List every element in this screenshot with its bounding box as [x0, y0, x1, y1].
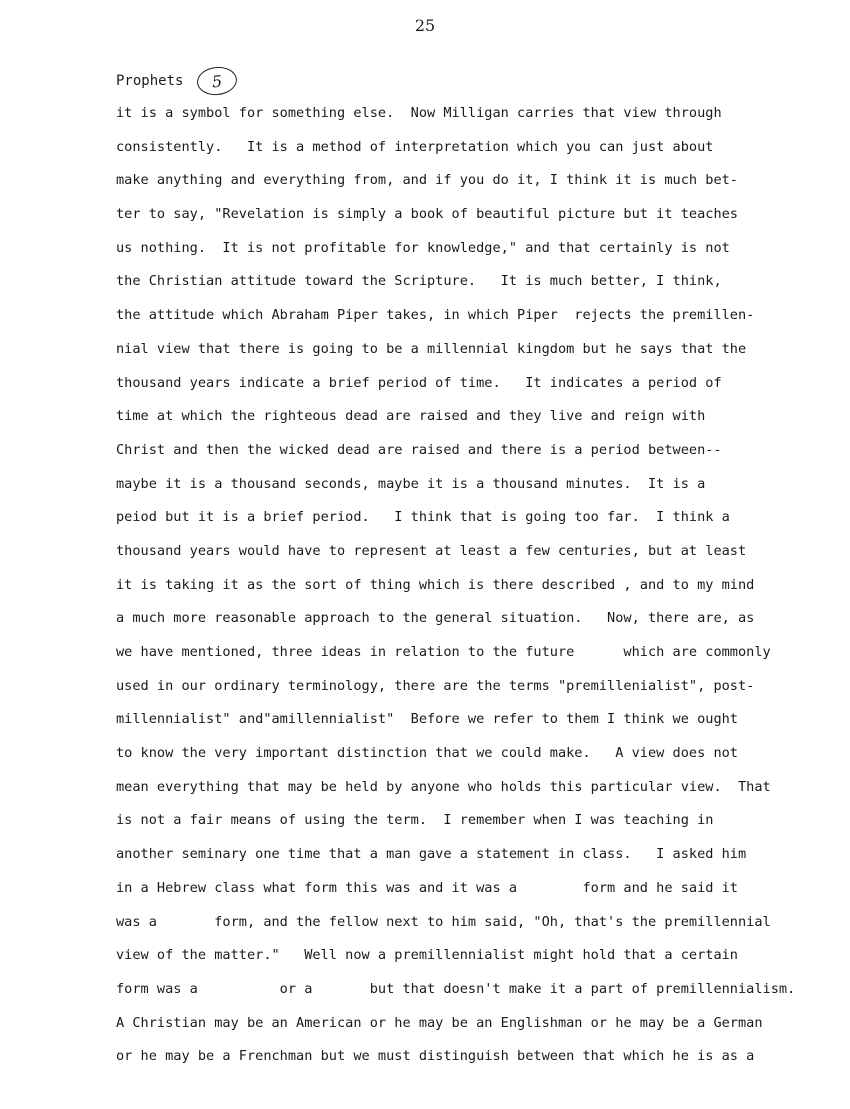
text-line: view of the matter." Well now a premillennialist might hold that a certain — [116, 947, 738, 964]
text-line: used in our ordinary terminology, there are the terms "premillenialist", post- — [116, 677, 755, 694]
text-line: a much more reasonable approach to the general situation. Now, there are, as — [116, 610, 755, 627]
text-line: we have mentioned, three ideas in relation to the future which are commonly — [116, 644, 771, 660]
text-line: was a form, and the fellow next to him said, "Oh, that's the premillennial — [116, 913, 771, 930]
text-line: the Christian attitude toward the Scripture. It is much better, I think, — [116, 273, 722, 290]
text-line: ter to say, "Revelation is simply a book of beautiful picture but it teaches — [116, 206, 738, 223]
text-line: in a Hebrew class what form this was and it was a form and he said it — [116, 879, 738, 896]
circled-section-number: 5 — [196, 65, 239, 97]
text-line: the attitude which Abraham Piper takes, in which Piper rejects the premillen- — [116, 307, 755, 324]
text-line: it is taking it as the sort of thing which is there described , and to my mind — [116, 576, 755, 593]
text-line: form was a or a but that doesn't make it a part of premillennialism. — [116, 980, 796, 997]
text-line: time at which the righteous dead are raised and they live and reign with — [116, 408, 706, 425]
body-text — [116, 101, 816, 1078]
page-number: 25 — [414, 16, 436, 35]
text-line: millennialist" and"amillennialist" Before we refer to them I think we ought — [116, 711, 738, 728]
text-line: maybe it is a thousand seconds, maybe it is a thousand minutes. It is a — [116, 475, 706, 492]
text-line: A Christian may be an American or he may be an Englishman or he may be a German — [116, 1014, 763, 1031]
text-line: make anything and everything from, and if you do it, I think it is much bet- — [116, 172, 738, 189]
text-line: to know the very important distinction that we could make. A view does not — [116, 745, 738, 762]
text-line: Christ and then the wicked dead are raised and there is a period between-- — [116, 441, 722, 458]
text-line: mean everything that may be held by anyone who holds this particular view. That — [116, 778, 771, 795]
text-line: us nothing. It is not profitable for knowledge," and that certainly is not — [116, 239, 730, 256]
text-line: is not a fair means of using the term. I remember when I was teaching in — [116, 812, 714, 829]
text-line: or he may be a Frenchman but we must distinguish between that which he is as a — [116, 1048, 755, 1065]
section-header — [116, 66, 237, 96]
text-line: it is a symbol for something else. Now Milligan carries that view through — [116, 105, 722, 121]
text-line: another seminary one time that a man gave a statement in class. I asked him — [116, 846, 747, 863]
text-line: thousand years indicate a brief period of time. It indicates a period of — [116, 374, 722, 391]
text-line: consistently. It is a method of interpretation which you can just about — [116, 138, 714, 155]
text-line: thousand years would have to represent at least a few centuries, but at least — [116, 542, 747, 559]
text-line: peiod but it is a brief period. I think that is going too far. I think a — [116, 509, 730, 526]
header-label: Prophets — [116, 73, 184, 89]
text-line: nial view that there is going to be a millennial kingdom but he says that the — [116, 340, 747, 357]
